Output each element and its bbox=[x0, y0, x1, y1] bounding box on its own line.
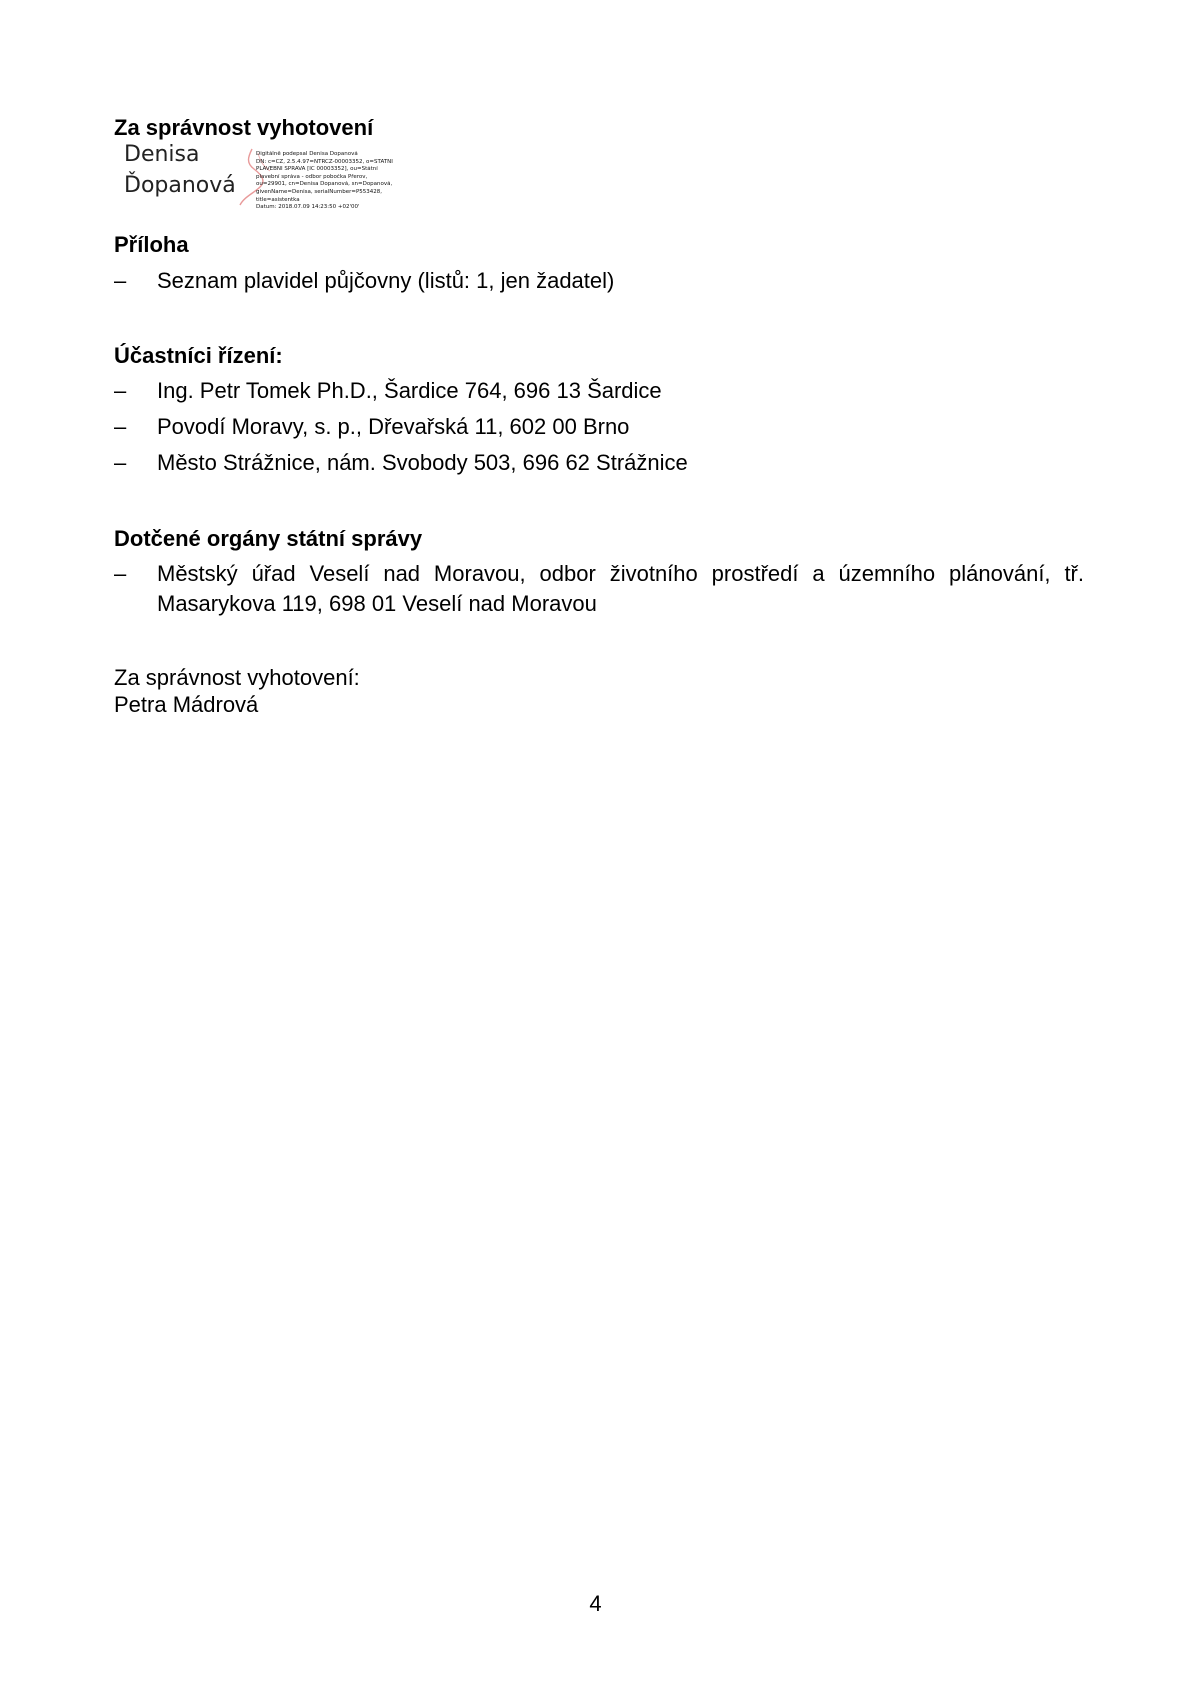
dash-bullet: – bbox=[114, 561, 127, 586]
footer-note-label: Za správnost vyhotovení: bbox=[114, 665, 360, 690]
dash-bullet: – bbox=[114, 450, 127, 475]
signature-heading: Za správnost vyhotovení bbox=[114, 115, 374, 140]
authority-item-text: Městský úřad Veselí nad Moravou, odbor životního prostředí a územního plánování, tř. Masarykova 119, 698 01 Veselí nad Moravou bbox=[157, 561, 1084, 616]
participant-item-text: Město Strážnice, nám. Svobody 503, 696 62 Strážnice bbox=[157, 450, 688, 475]
participant-item-text: Povodí Moravy, s. p., Dřevařská 11, 602 00 Brno bbox=[157, 414, 630, 439]
certificate-line: Datum: 2018.07.09 14:23:50 +02'00' bbox=[256, 204, 360, 211]
signer-last-name: Ďopanová bbox=[124, 173, 236, 198]
signature-certificate-details bbox=[256, 151, 396, 212]
dash-bullet: – bbox=[114, 378, 127, 403]
certificate-line: givenName=Denisa, serialNumber=P553428, bbox=[256, 188, 383, 195]
signer-first-name: Denisa bbox=[124, 142, 200, 167]
certificate-line: PLAVEBNÍ SPRÁVA [IČ 00003352], ou=Státní bbox=[256, 166, 378, 173]
certificate-line: DN: c=CZ, 2.5.4.97=NTRCZ-00003352, o=STÁTNÍ bbox=[256, 158, 393, 165]
dash-bullet: – bbox=[114, 414, 127, 439]
certificate-line: Digitálně podepsal Denisa Ďopanová bbox=[256, 151, 358, 157]
participants-heading: Účastníci řízení: bbox=[114, 343, 283, 368]
page-number: 4 bbox=[589, 1591, 602, 1616]
certificate-line: ou=29901, cn=Denisa Ďopanová, sn=Ďopanová, bbox=[256, 181, 393, 188]
footer-note-name: Petra Mádrová bbox=[114, 692, 259, 717]
participant-item-text: Ing. Petr Tomek Ph.D., Šardice 764, 696 13 Šardice bbox=[157, 378, 662, 403]
certificate-line: title=asistentka bbox=[256, 196, 300, 203]
dash-bullet: – bbox=[114, 268, 127, 293]
attachment-heading: Příloha bbox=[114, 232, 189, 257]
authorities-heading: Dotčené orgány státní správy bbox=[114, 526, 423, 551]
attachment-item-text: Seznam plavidel půjčovny (listů: 1, jen žadatel) bbox=[157, 268, 615, 293]
certificate-line: plavební správa - odbor pobočka Přerov, bbox=[256, 173, 368, 180]
